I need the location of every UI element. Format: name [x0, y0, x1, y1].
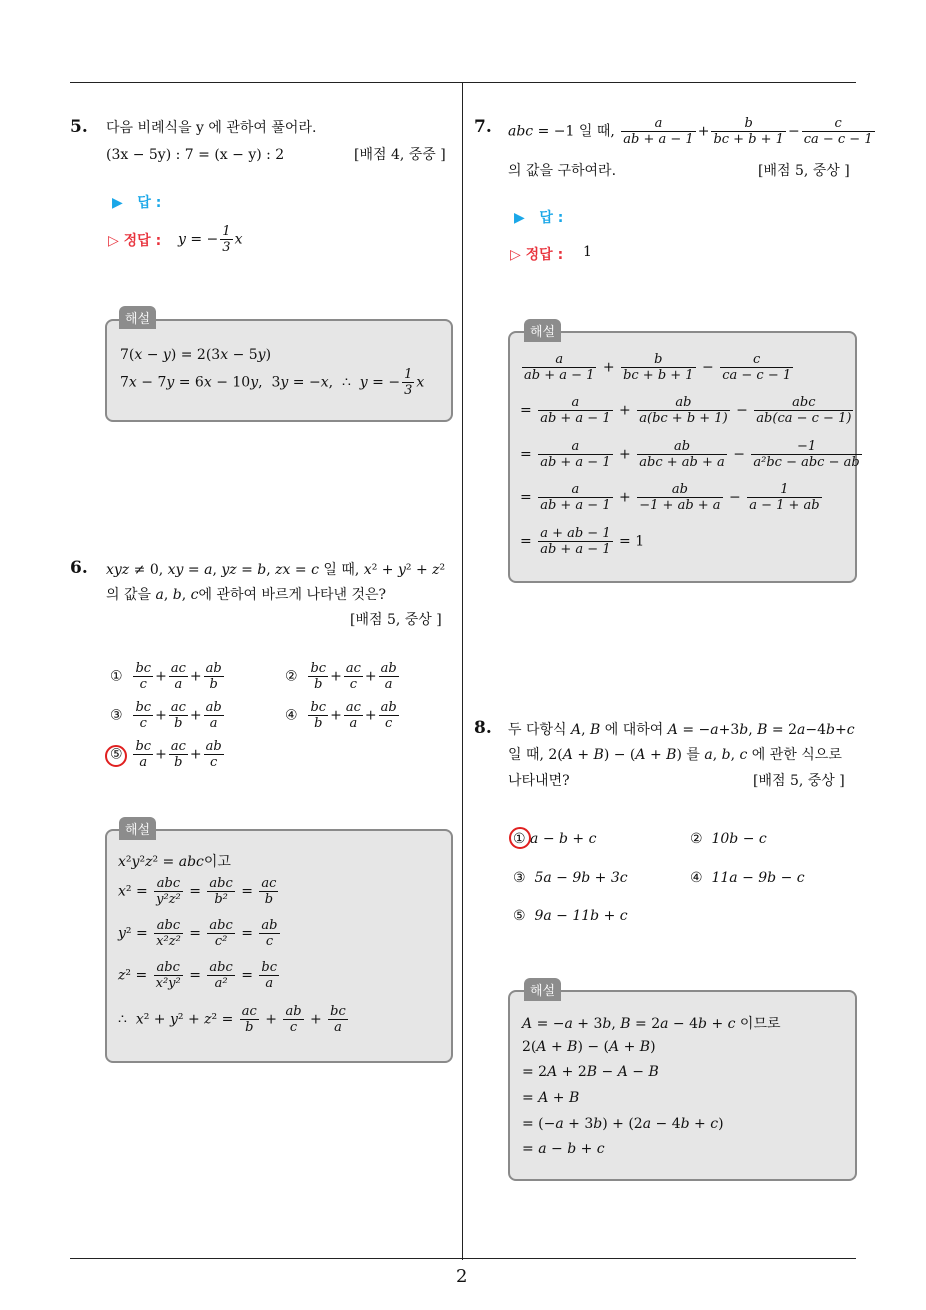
q5-solution-tab: 해설 — [119, 306, 156, 329]
outline-play-icon: ▷ — [108, 233, 119, 249]
q7-solution-line4: = $\frac{a}{ab + a - 1}$ + $\frac{ab}{-1 + ab + a}$ − $\frac{1}{a - 1 + ab}$ — [520, 482, 820, 513]
q5-score: [배점 4, 중중 ] — [354, 147, 446, 163]
page-number: 2 — [456, 1266, 468, 1287]
q8-number: 8. — [474, 718, 492, 738]
q6-text-line1: xyz ≠ 0, xy = a, yz = b, zx = c 일 때, x² + y² + z² — [106, 562, 446, 578]
q8-solution-tab: 해설 — [524, 978, 561, 1001]
q7-score: [배점 5, 중상 ] — [758, 163, 850, 179]
q8-option-1[interactable]: ① a − b + c — [513, 831, 597, 847]
q5-correct-label: 정답 : — [123, 233, 162, 249]
q8-text-line2: 일 때, 2(A + B) − (A + B) 를 a, b, c 에 관한 식으로 — [508, 747, 842, 763]
q6-option-2[interactable]: ② $\frac{bc}{b}$ + $\frac{ac}{c}$ + $\frac{ab}{a}$ — [285, 661, 397, 692]
q5-text: 다음 비례식을 y 에 관하여 풀어라. — [106, 120, 317, 136]
q6-solution-line1: x²y²z² = abc이고 — [118, 854, 231, 870]
q7-correct-value: 1 — [583, 244, 592, 260]
q6-text-line2: 의 값을 a, b, c에 관하여 바르게 나타낸 것은? — [106, 587, 387, 603]
q8-text-line1: 두 다항식 A, B 에 대하여 A = −a+3b, B = 2a−4b+c — [508, 722, 855, 738]
q6-selected-circle-icon — [105, 745, 127, 767]
q8-selected-circle-icon — [509, 827, 531, 849]
q6-solution-line4: z² = $\frac{\text{abc}}{\text{x²y²}}$ = $\frac{\text{abc}}{\text{a²}}$ = $\frac{bc}{a}$ — [118, 960, 277, 991]
q6-option-3[interactable]: ③ $\frac{bc}{c}$ + $\frac{ac}{b}$ + $\frac{ab}{a}$ — [110, 700, 222, 731]
q8-solution-line6: = a − b + c — [522, 1141, 605, 1157]
q7-number: 7. — [474, 117, 492, 137]
q5-solution-line2: 7x − 7y = 6x − 10y, 3y = −x, ∴ y = − $\frac{1}{3}$ x — [120, 367, 425, 398]
q8-option-2[interactable]: ② 10b − c — [690, 831, 767, 847]
q8-option-3[interactable]: ③ 5a − 9b + 3c — [513, 870, 628, 886]
q6-option-1[interactable]: ① $\frac{bc}{c}$ + $\frac{ac}{a}$ + $\frac{ab}{b}$ — [110, 661, 222, 692]
q8-option-4[interactable]: ④ 11a − 9b − c — [690, 870, 805, 886]
bottom-rule — [70, 1258, 856, 1259]
q8-option-5[interactable]: ⑤ 9a − 11b + c — [513, 908, 628, 924]
q8-solution-line5: = (−a + 3b) + (2a − 4b + c) — [522, 1116, 724, 1132]
q6-solution-line5: ∴ x² + y² + z² = $\frac{ac}{b}$ + $\frac{ab}{c}$ + $\frac{bc}{a}$ — [118, 1004, 346, 1035]
q6-option-4[interactable]: ④ $\frac{bc}{b}$ + $\frac{ac}{a}$ + $\frac{ab}{c}$ — [285, 700, 397, 731]
outline-play-icon: ▷ — [510, 247, 521, 263]
q8-solution-line4: = A + B — [522, 1090, 580, 1106]
q7-solution-tab: 해설 — [524, 319, 561, 342]
q8-solution-line2: 2(A + B) − (A + B) — [522, 1039, 656, 1055]
q7-answer-label: 답 : — [539, 210, 564, 226]
q7-answer[interactable] — [514, 207, 563, 227]
q7-correct-label: 정답 : — [525, 247, 564, 263]
q8-score: [배점 5, 중상 ] — [753, 773, 845, 789]
q6-number: 6. — [70, 558, 88, 578]
q8-solution-line1: A = −a + 3b, B = 2a − 4b + c 이므로 — [522, 1016, 781, 1032]
play-icon: ▶ — [514, 210, 525, 226]
q6-solution-tab: 해설 — [119, 817, 156, 840]
q5-solution-line1: 7(x − y) = 2(3x − 5y) — [120, 347, 272, 363]
play-icon: ▶ — [112, 195, 123, 211]
q8-solution-line3: = 2A + 2B − A − B — [522, 1064, 659, 1080]
q5-answer[interactable] — [112, 192, 161, 212]
q7-solution-line2: = $\frac{a}{ab + a - 1}$ + $\frac{ab}{a(bc + b + 1)}$ − $\frac{\text{abc}}{ab(ca - c - 1)}$ — [520, 395, 852, 426]
q7-solution-line3: = $\frac{a}{ab + a - 1}$ + $\frac{ab}{\text{abc + ab + a}}$ − $\frac{-1}{\text{a²bc − abc − ab}}$ — [520, 439, 860, 470]
q7-solution-line1: $\frac{a}{ab + a - 1}$ + $\frac{b}{bc + b + 1}$ − $\frac{c}{ca - c - 1}$ — [524, 352, 792, 383]
q7-text-line2: 의 값을 구하여라. — [508, 163, 617, 179]
q6-solution-line3: y² = $\frac{\text{abc}}{\text{x²z²}}$ = $\frac{\text{abc}}{\text{c²}}$ = $\frac{ab}{c}$ — [118, 918, 278, 949]
q5-number: 5. — [70, 117, 88, 137]
q5-answer-label: 답 : — [137, 195, 162, 211]
q6-score: [배점 5, 중상 ] — [350, 612, 442, 628]
q7-solution-line5: = $\frac{a + ab - 1}{ab + a - 1}$ = 1 — [520, 526, 645, 557]
q6-solution-line2: x² = $\frac{\text{abc}}{\text{y²z²}}$ = $\frac{\text{abc}}{\text{b²}}$ = $\frac{ac}{b}$ — [118, 876, 277, 907]
q5-correct — [108, 230, 161, 250]
q5-equation: (3x − 5y) : 7 = (x − y) : 2 — [106, 147, 285, 163]
q6-option-5[interactable]: ⑤ $\frac{bc}{a}$ + $\frac{ac}{b}$ + $\frac{ab}{c}$ — [110, 739, 222, 770]
q8-text-line3: 나타내면? — [508, 773, 570, 789]
top-rule — [70, 82, 856, 83]
q7-correct — [510, 244, 563, 264]
column-divider — [462, 82, 463, 1260]
q7-text-line1: abc = −1 일 때, $\frac{a}{ab + a - 1}$ + $\frac{b}{bc + b + 1}$ − $\frac{c}{ca - c - 1}$ — [508, 116, 873, 147]
q5-correct-value: y = − $\frac{1}{3}$ x — [178, 224, 243, 255]
